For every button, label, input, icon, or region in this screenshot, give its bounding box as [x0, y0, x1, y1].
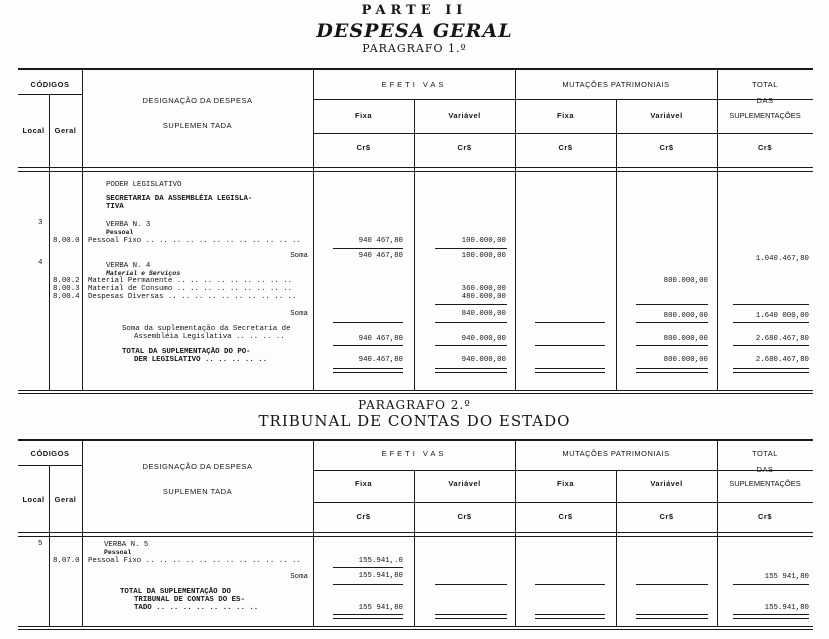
page-title: DESPESA GERAL [316, 20, 513, 42]
t2-col-suplementacoes: SUPLEMENTAÇÕES [729, 479, 801, 488]
verba3-title: VERBA N. 3 [106, 221, 151, 229]
col-suplementada: SUPLEMEN TADA [162, 121, 233, 130]
verba5-pessoal: Pessoal [104, 549, 132, 556]
currency-total: Cr$ [757, 143, 772, 152]
t2-currency-efetivas-fixa: Cr$ [356, 512, 371, 521]
col-mutacoes: MUTAÇÕES PATRIMONIAIS [562, 80, 670, 89]
t2-col-das: DAS [756, 465, 774, 474]
col-mutacoes-fixa: Fixa [556, 111, 574, 120]
soma-suplementacao-line-2: Assembléia Legislativa .. .. .. .. [134, 333, 285, 341]
col-codigos: CÓDIGOS [30, 80, 70, 89]
col-efetivas: EFETI VAS [381, 80, 447, 89]
material-consumo-label: Material de Consumo .. .. .. .. .. .. .. .. .. [88, 285, 293, 293]
soma-suplementacao-variavel: 940.000,00 [461, 335, 506, 343]
material-permanente-geral: 8.00.2 [53, 277, 80, 285]
total-suplementacao-line-1: TOTAL DA SUPLEMENTAÇÃO DO PO- [122, 348, 251, 356]
t2-col-efetivas-variavel: Variável [448, 479, 481, 488]
paragrafo-1-heading: PARAGRAFO 1.º [362, 42, 467, 55]
currency-mutacoes-variavel: Cr$ [659, 143, 674, 152]
t2-currency-mutacoes-fixa: Cr$ [558, 512, 573, 521]
t2-currency-efetivas-variavel: Cr$ [457, 512, 472, 521]
col-mutacoes-variavel: Variável [650, 111, 683, 120]
verba3-total: 1.040.467,80 [755, 255, 809, 263]
verba5-local: 5 [38, 540, 43, 548]
section-2-title: TRIBUNAL DE CONTAS DO ESTADO [258, 412, 571, 430]
verba5-title: VERBA N. 5 [104, 541, 149, 549]
despesas-diversas-variavel: 480.000,00 [461, 293, 506, 301]
material-permanente-label: Material Permanente .. .. .. .. .. .. .. .. .. [88, 277, 293, 285]
t2-pessoal-fixo-fixa: 155.941,.0 [358, 557, 403, 565]
t2-total-total: 155.941,80 [764, 604, 809, 612]
t2-total-fixa: 155 941,80 [358, 604, 403, 612]
pessoal-fixo-geral: 8.00.0 [53, 237, 80, 245]
t2-currency-mutacoes-variavel: Cr$ [659, 512, 674, 521]
soma2-label: Soma [290, 310, 308, 318]
t2-total-line-3: TADO .. .. .. .. .. .. .. .. [134, 604, 259, 612]
verba4-title: VERBA N. 4 [106, 262, 151, 270]
soma2-total: 1.640 000,00 [755, 312, 809, 320]
col-efetivas-fixa: Fixa [354, 111, 372, 120]
col-local: Local [22, 126, 45, 135]
t2-pessoal-fixo-geral: 8.07.0 [53, 557, 80, 565]
total-suplementacao-total: 2.680.467,80 [755, 356, 809, 364]
t2-col-designacao: DESIGNAÇÃO DA DESPESA [142, 462, 253, 471]
t2-col-geral: Geral [54, 495, 77, 504]
secretaria-line-1: SECRETARIA DA ASSEMBLÉIA LEGISLA- [106, 195, 253, 203]
t2-pessoal-fixo-label: Pessoal Fixo .. .. .. .. .. .. .. .. .. .. .. .. [88, 557, 301, 565]
parte-heading: PARTE II [361, 3, 468, 18]
material-consumo-variavel: 360.000,00 [461, 285, 506, 293]
t2-col-efetivas: EFETI VAS [381, 449, 447, 458]
col-efetivas-variavel: Variável [448, 111, 481, 120]
soma-suplementacao-mut-variavel: 800.000,00 [663, 335, 708, 343]
total-suplementacao-line-2: DER LEGISLATIVO .. .. .. .. .. [134, 356, 268, 364]
t2-col-mutacoes-fixa: Fixa [556, 479, 574, 488]
total-suplementacao-variavel: 940.000,00 [461, 356, 506, 364]
soma-suplementacao-total: 2.680.467,80 [755, 335, 809, 343]
soma-suplementacao-line-1: Soma da suplementação da Secretaria de [122, 325, 291, 333]
currency-mutacoes-fixa: Cr$ [558, 143, 573, 152]
soma1-fixa: 940 467,80 [358, 252, 403, 260]
total-suplementacao-mut-variavel: 800.000,00 [663, 356, 708, 364]
t2-col-suplementada: SUPLEMEN TADA [162, 487, 233, 496]
material-permanente-mut-variavel: 800.000,00 [663, 277, 708, 285]
t2-col-efetivas-fixa: Fixa [354, 479, 372, 488]
col-geral: Geral [54, 126, 77, 135]
material-servicos: Material e Serviços [106, 270, 181, 277]
currency-efetivas-fixa: Cr$ [356, 143, 371, 152]
pessoal-fixo-fixa: 940 467,80 [358, 237, 403, 245]
total-suplementacao-fixa: 940.467,80 [358, 356, 403, 364]
despesas-diversas-label: Despesas Diversas .. .. .. .. .. .. .. .. .. .. [88, 293, 297, 301]
verba3-local: 3 [38, 219, 43, 227]
soma2-variavel: 840.000,00 [461, 310, 506, 318]
paragrafo-2-heading: PARAGRAFO 2.º [358, 398, 471, 412]
t2-currency-total: Cr$ [757, 512, 772, 521]
pessoal-fixo-variavel: 100.000,00 [461, 237, 506, 245]
despesas-diversas-geral: 8.00.4 [53, 293, 80, 301]
t2-col-mutacoes: MUTAÇÕES PATRIMONIAIS [562, 449, 670, 458]
t2-total-line-1: TOTAL DA SUPLEMENTAÇÃO DO [120, 588, 231, 596]
soma1-variavel: 100.000,00 [461, 252, 506, 260]
t2-col-mutacoes-variavel: Variável [650, 479, 683, 488]
t2-soma-total: 155 941,80 [764, 573, 809, 581]
soma-suplementacao-fixa: 940 467,80 [358, 335, 403, 343]
col-suplementacoes: SUPLEMENTAÇÕES [729, 111, 801, 120]
t2-total-line-2: TRIBUNAL DE CONTAS DO ES- [134, 596, 245, 604]
col-total: TOTAL [752, 80, 778, 89]
verba4-local: 4 [38, 259, 43, 267]
t2-col-local: Local [22, 495, 45, 504]
t2-soma-label: Soma [290, 573, 308, 581]
currency-efetivas-variavel: Cr$ [457, 143, 472, 152]
material-consumo-geral: 8.00.3 [53, 285, 80, 293]
soma1-label: Soma [290, 252, 308, 260]
soma2-mut-variavel: 800.000,00 [663, 312, 708, 320]
verba3-pessoal: Pessoal [106, 229, 134, 236]
pessoal-fixo-label: Pessoal Fixo .. .. .. .. .. .. .. .. .. .. .. .. [88, 237, 301, 245]
t2-col-total: TOTAL [752, 449, 778, 458]
poder-legislativo: PODER LEGISLATIVO [106, 181, 182, 189]
col-das: DAS [756, 96, 774, 105]
t2-col-codigos: CÓDIGOS [30, 449, 70, 458]
t2-soma-fixa: 155.941,80 [358, 572, 403, 580]
col-designacao: DESIGNAÇÃO DA DESPESA [142, 96, 253, 105]
secretaria-line-2: TIVA [106, 203, 124, 211]
